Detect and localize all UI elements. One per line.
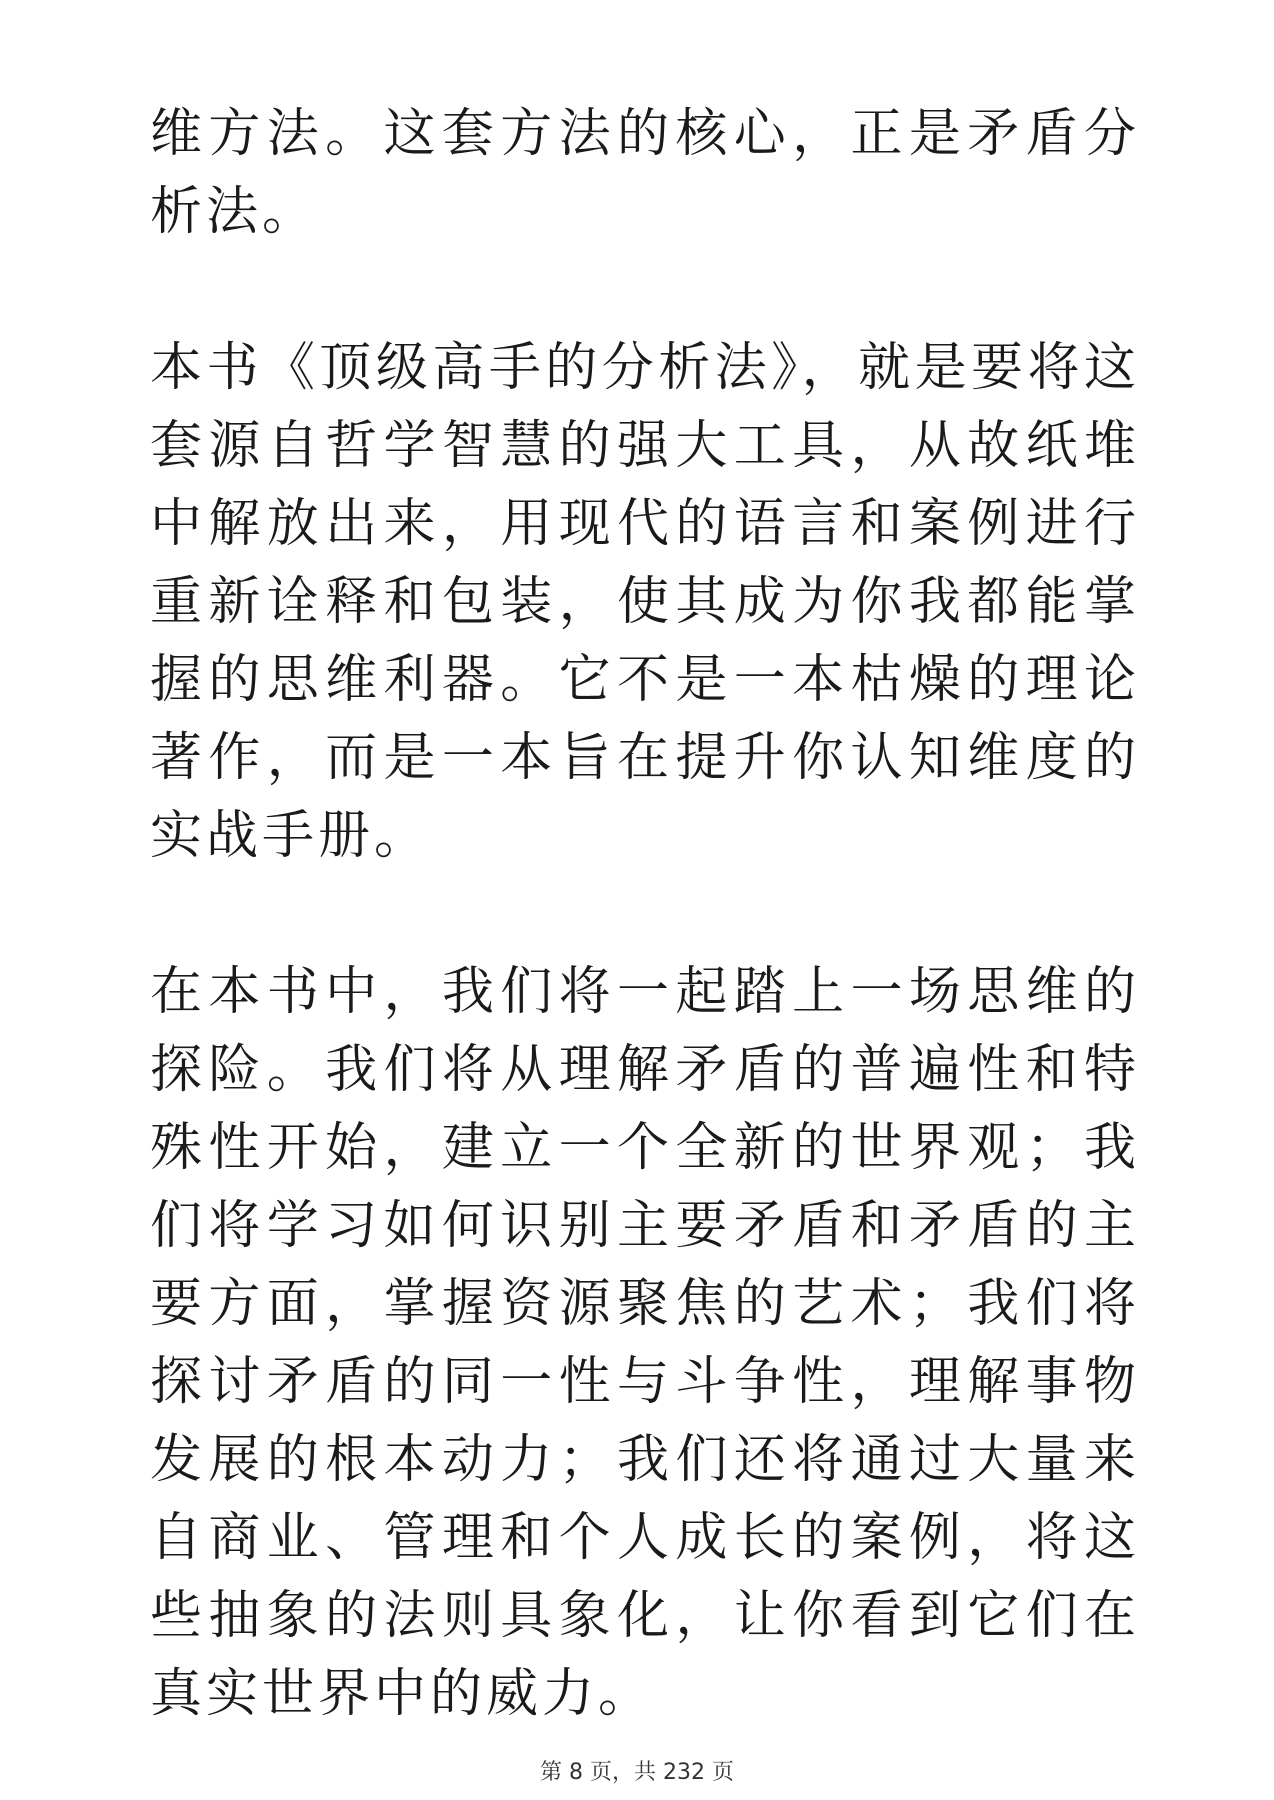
document-page xyxy=(150,95,1140,1733)
paragraph: 本书《顶级高手的分析法》，就是要将这套源自哲学智慧的强大工具，从故纸堆中解放出来，用现代的语言和案例进行重新诠释和包装，使其成为你我都能掌握的思维利器。它不是一本枯燥的理论著作，而是一本旨在提升你认知维度的实战手册。 xyxy=(150,338,1140,866)
page-number-footer: 第 8 页，共 232 页 xyxy=(540,1760,734,1785)
paragraph: 在本书中，我们将一起踏上一场思维的探险。我们将从理解矛盾的普遍性和特殊性开始，建立一个全新的世界观；我们将学习如何识别主要矛盾和矛盾的主要方面，掌握资源聚焦的艺术；我们将探讨矛盾的同一性与斗争性，理解事物发展的根本动力；我们还将通过大量来自商业、管理和个人成长的案例，将这些抽象的法则具象化，让你看到它们在真实世界中的威力。 xyxy=(150,962,1140,1724)
paragraph: 维方法。这套方法的核心，正是矛盾分析法。 xyxy=(150,104,1140,242)
